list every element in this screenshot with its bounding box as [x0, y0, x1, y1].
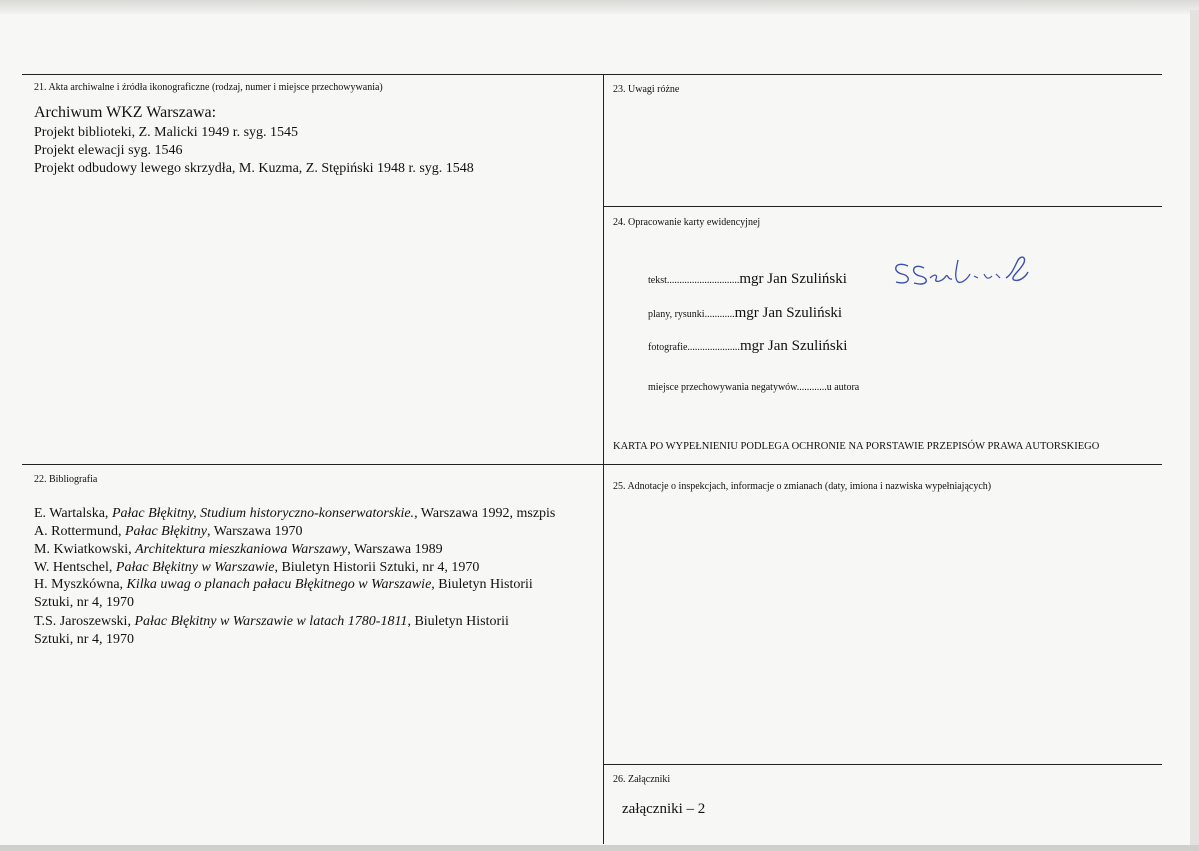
negatives-location: miejsce przechowywania negatywów............u autora — [648, 382, 860, 393]
bib-title: Pałac Błękitny w Warszawie — [115, 560, 275, 575]
scan-edge-right — [1190, 10, 1199, 850]
author-text-value: mgr Jan Szuliński — [739, 271, 847, 287]
handwritten-signature — [888, 252, 1038, 294]
section-23-header: 23. Uwagi różne — [613, 84, 680, 95]
author-text-label: tekst............................. — [648, 275, 740, 286]
bibliography-entry — [34, 523, 302, 541]
bib-title: Kilka uwag o planach pałacu Błękitnego w Warszawie — [126, 577, 432, 592]
bib-author: H. Myszkówna, — [34, 577, 127, 592]
photos-row — [648, 337, 847, 355]
author-text-row — [648, 270, 847, 288]
bib-title: Architektura mieszkaniowa Warszawy — [135, 542, 348, 557]
bib-rest: , Biuletyn Historii Sztuki, nr 4, 1970 — [274, 560, 480, 575]
bibliography-entry-continuation: Sztuki, nr 4, 1970 — [34, 632, 134, 647]
bib-rest: , Biuletyn Historii — [431, 577, 533, 592]
copyright-notice: KARTA PO WYPEŁNIENIU PODLEGA OCHRONIE NA PORSTAWIE PRZEPISÓW PRAWA AUTORSKIEGO — [613, 441, 1100, 452]
bib-rest: , Warszawa 1992, mszpis — [414, 506, 556, 521]
archive-line-2: Projekt elewacji syg. 1546 — [34, 143, 183, 158]
bib-title: Pałac Błękitny — [125, 524, 208, 539]
bib-author: E. Wartalska, — [34, 506, 112, 521]
bib-author: T.S. Jaroszewski, — [34, 614, 135, 629]
bib-author: M. Kwiatkowski, — [34, 542, 136, 557]
bib-author: W. Hentschel, — [34, 560, 116, 575]
archive-line-3: Projekt odbudowy lewego skrzydła, M. Kuzma, Z. Stępiński 1948 r. syg. 1548 — [34, 161, 474, 176]
bib-rest: , Warszawa 1989 — [347, 542, 443, 557]
divider-25-26 — [603, 764, 1162, 765]
photos-value: mgr Jan Szuliński — [739, 338, 848, 354]
archive-line-1: Projekt biblioteki, Z. Malicki 1949 r. syg. 1545 — [34, 125, 299, 140]
bibliography-entry — [34, 613, 509, 631]
bibliography-entry-continuation: Sztuki, nr 4, 1970 — [34, 595, 134, 610]
bib-rest: , Warszawa 1970 — [207, 524, 303, 539]
drawings-value: mgr Jan Szuliński — [734, 305, 843, 321]
section-22-header: 22. Bibliografia — [34, 474, 98, 485]
frame-vertical-divider — [603, 74, 604, 844]
frame-top-line — [22, 74, 1162, 75]
scan-edge-bottom — [0, 845, 1199, 851]
archive-name: Archiwum WKZ Warszawa: — [34, 104, 217, 121]
drawings-row — [648, 304, 842, 322]
attachments-value: załączniki – 2 — [622, 801, 706, 817]
bib-rest: , Biuletyn Historii — [407, 614, 509, 629]
section-26-header: 26. Załączniki — [613, 774, 671, 785]
bibliography-entry — [34, 505, 555, 523]
divider-23-24 — [603, 206, 1162, 207]
section-25-header: 25. Adnotacje o inspekcjach, informacje o zmianach (daty, imiona i nazwiska wypełniających) — [613, 481, 992, 492]
drawings-label: plany, rysunki............ — [648, 309, 735, 320]
bibliography-entry — [34, 559, 479, 577]
frame-middle-line — [22, 464, 1162, 465]
bibliography-entry — [34, 576, 533, 594]
photos-label: fotografie..................... — [648, 342, 740, 353]
section-21-header: 21. Akta archiwalne i źródła ikonograficzne (rodzaj, numer i miejsce przechowywania) — [34, 82, 383, 93]
bib-title: Pałac Błękitny w Warszawie w latach 1780-1811 — [134, 614, 408, 629]
scan-edge-top — [0, 0, 1199, 14]
bib-title: Pałac Błękitny, Studium historyczno-konserwatorskie. — [111, 506, 415, 521]
bib-author: A. Rottermund, — [34, 524, 125, 539]
section-24-header: 24. Opracowanie karty ewidencyjnej — [613, 217, 761, 228]
bibliography-entry — [34, 541, 443, 559]
